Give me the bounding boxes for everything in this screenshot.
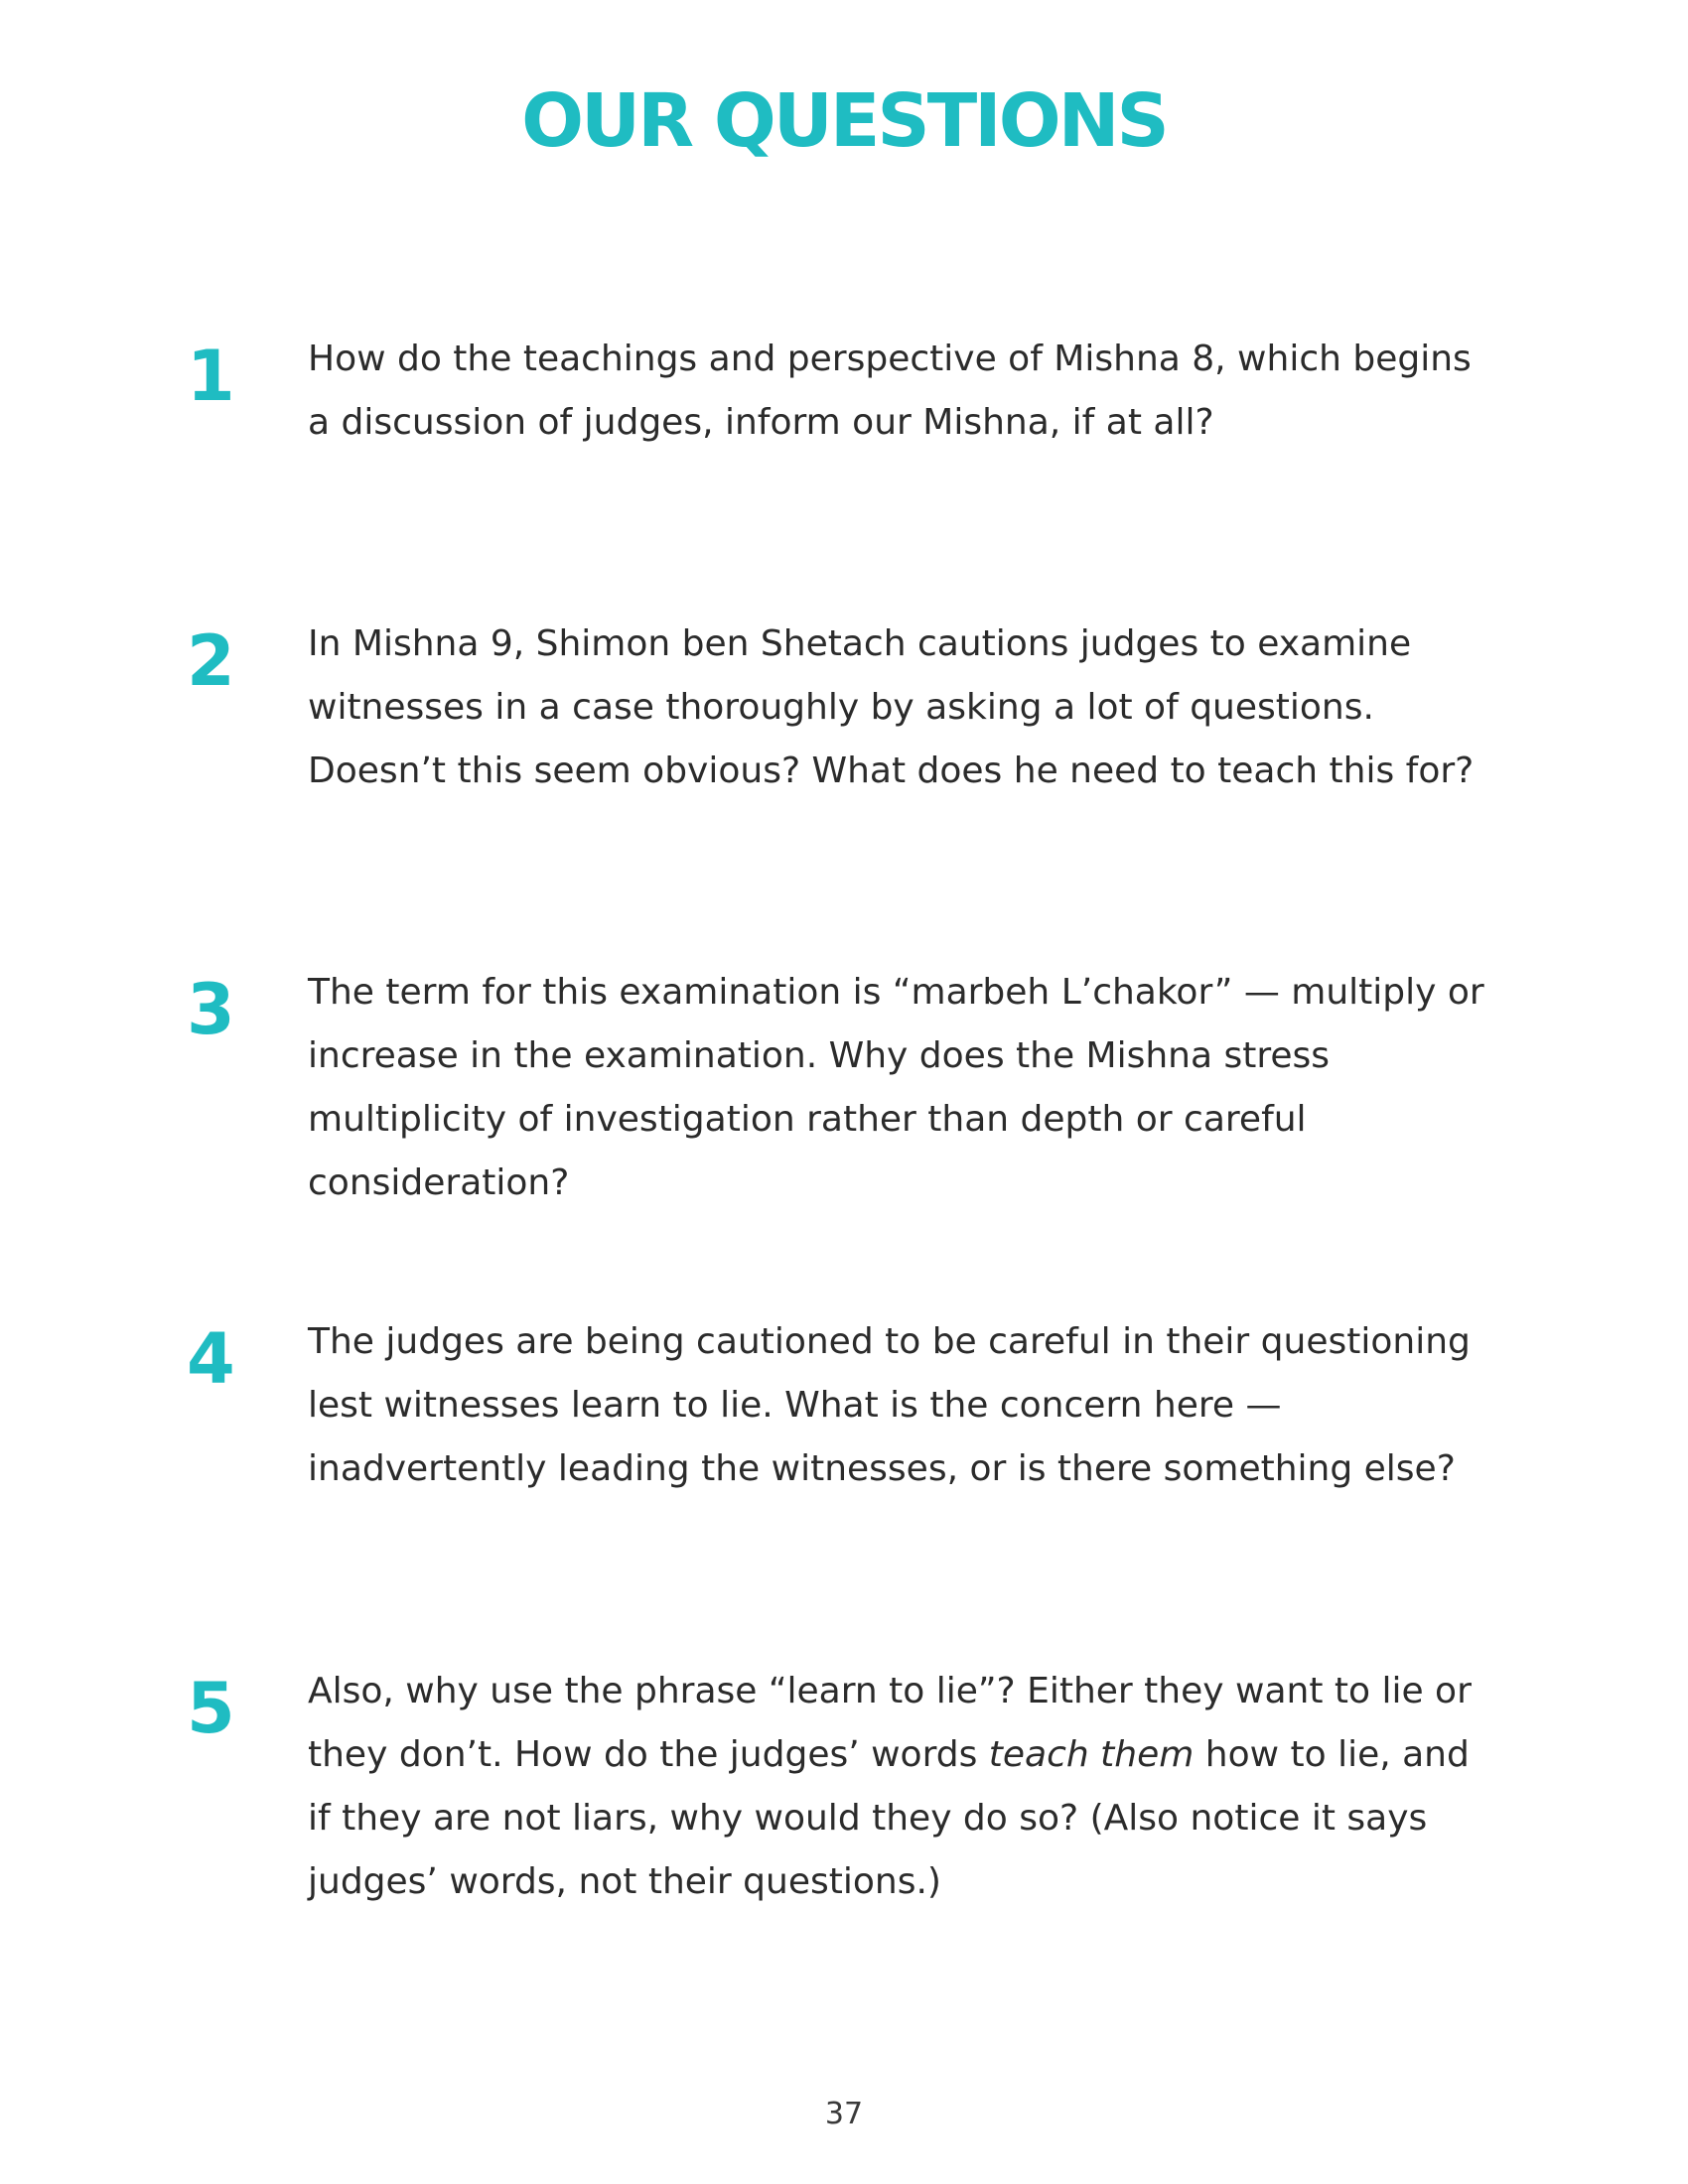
question-text: The judges are being cautioned to be careful in their questioning lest witnesses learn to lie. What is the concern here — inadvertently leading the witnesses, or is there something else? — [308, 1321, 1471, 1489]
question-number: 4 — [187, 1318, 235, 1400]
question-text: How do the teachings and perspective of Mishna 8, which begins a discussion of judges, inform our Mishna, if at all? — [308, 339, 1472, 443]
question-number: 1 — [187, 336, 235, 417]
question-number: 2 — [187, 620, 235, 702]
question-text-part: how to lie, and if they are not liars, why would they do so? (Also notice it says judges’ words, not their questions.) — [308, 1734, 1470, 1902]
question-text-part: Also, why use the phrase “learn to lie”? Either they want to lie or they don’t. How do the judges’ words — [308, 1671, 1472, 1775]
emphasized-text: teach them — [988, 1734, 1195, 1775]
question-number: 5 — [187, 1668, 235, 1749]
question-text: In Mishna 9, Shimon ben Shetach cautions judges to examine witnesses in a case thoroughly by asking a lot of questions. Doesn’t this seem obvious? What does he need to teach this for? — [308, 623, 1475, 791]
page-title: OUR QUESTIONS — [521, 78, 1167, 164]
question-text: The term for this examination is “marbeh L’chakor” — multiply or increase in the examination. Why does the Mishna stress multiplicity of investigation rather than depth or careful consideration? — [308, 972, 1484, 1203]
question-text — [308, 1660, 1489, 1914]
question-number: 3 — [187, 969, 235, 1050]
page-number: 37 — [824, 2097, 864, 2131]
